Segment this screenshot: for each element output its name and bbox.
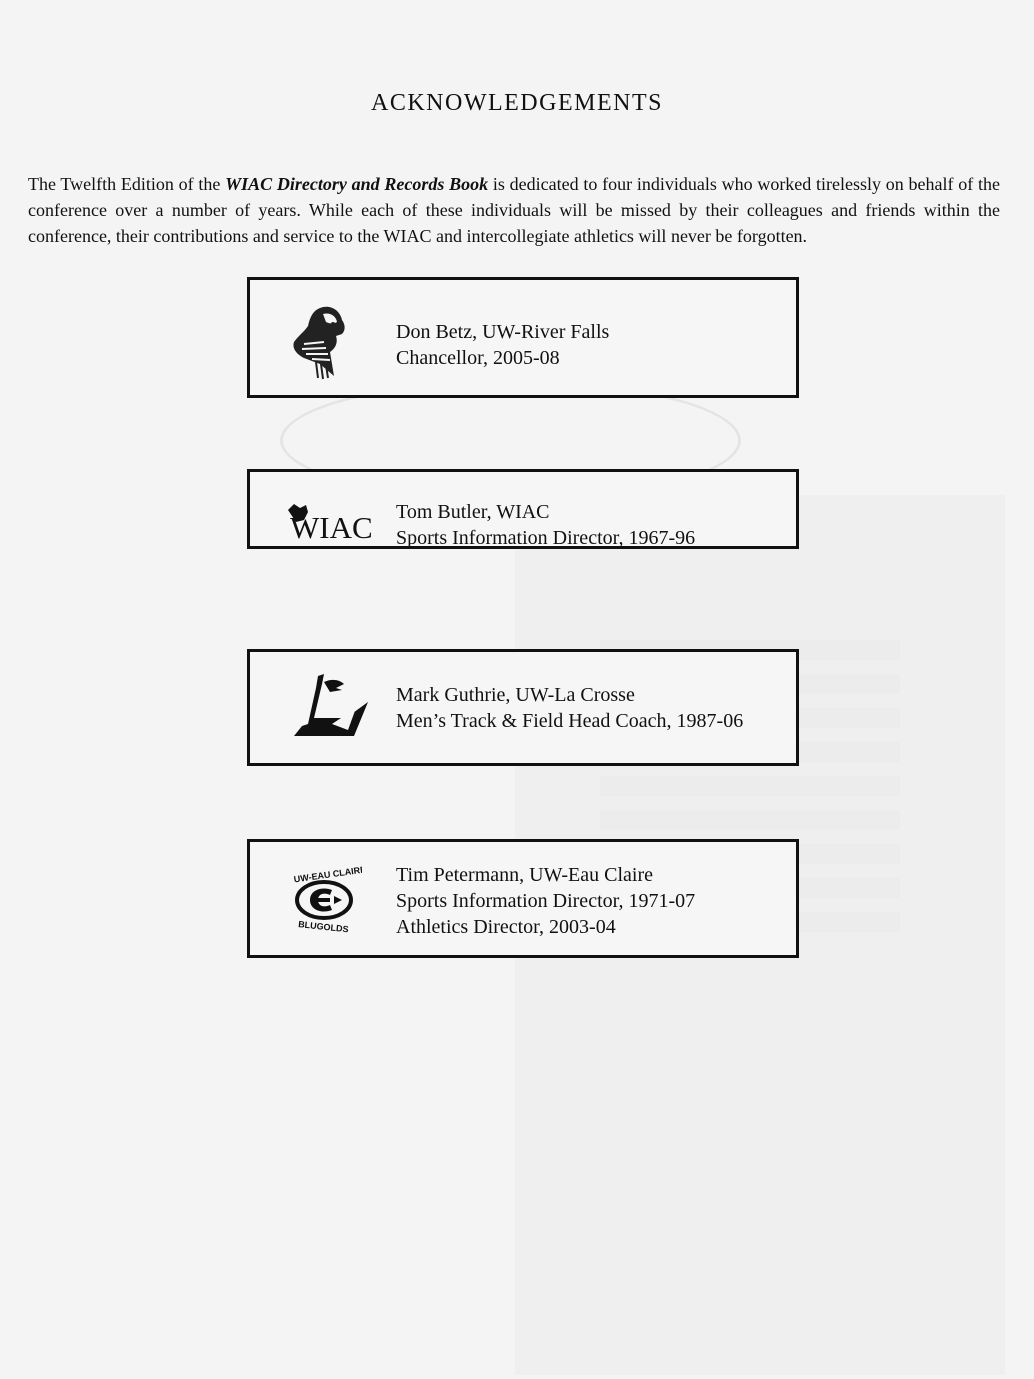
blugolds-top-text: UW-EAU CLAIRE [293,864,362,885]
honoree-name: Don Betz, UW-River Falls [396,321,610,343]
intro-after: is dedicated to four individuals who worked tirelessly on behalf of the conference over a number of years. While each of these individuals will be missed by their colleagues and friends within the conference, their contributions and service to the WIAC and intercollegiate athletics will never be forgotten. [28,174,1000,246]
eagle-l-logo-icon [294,674,374,743]
falcon-head-logo-icon [290,302,350,385]
blugolds-bottom-text: BLUGOLDS [297,919,350,935]
blugolds-logo-icon [290,862,362,941]
wiac-logo-text: WIAC [290,510,373,545]
intro-before: The Twelfth Edition of the [28,174,226,194]
honoree-text [396,862,695,940]
honoree-name: Tom Butler, WIAC [396,501,550,523]
honoree-text [396,682,743,734]
honoree-name: Mark Guthrie, UW-La Crosse [396,684,635,706]
book-title: WIAC Directory and Records Book [225,174,489,194]
page-title: ACKNOWLEDGEMENTS [371,90,663,116]
honoree-role: Men’s Track & Field Head Coach, 1987-06 [396,710,744,732]
honoree-role: Sports Information Director, 1971-07 [396,890,696,912]
honoree-card-butler [247,469,799,549]
honoree-role: Sports Information Director, 1967-96 [396,527,696,549]
honoree-card-petermann [247,839,799,958]
honoree-role: Chancellor, 2005-08 [396,347,560,369]
honoree-card-guthrie [247,649,799,766]
dedication-paragraph [28,171,1000,249]
honoree-text [396,499,695,551]
honoree-card-betz [247,277,799,398]
honoree-name: Tim Petermann, UW-Eau Claire [396,864,653,886]
honoree-role-2: Athletics Director, 2003-04 [396,916,616,938]
honoree-text [396,319,609,371]
wiac-state-logo-icon [286,500,382,551]
